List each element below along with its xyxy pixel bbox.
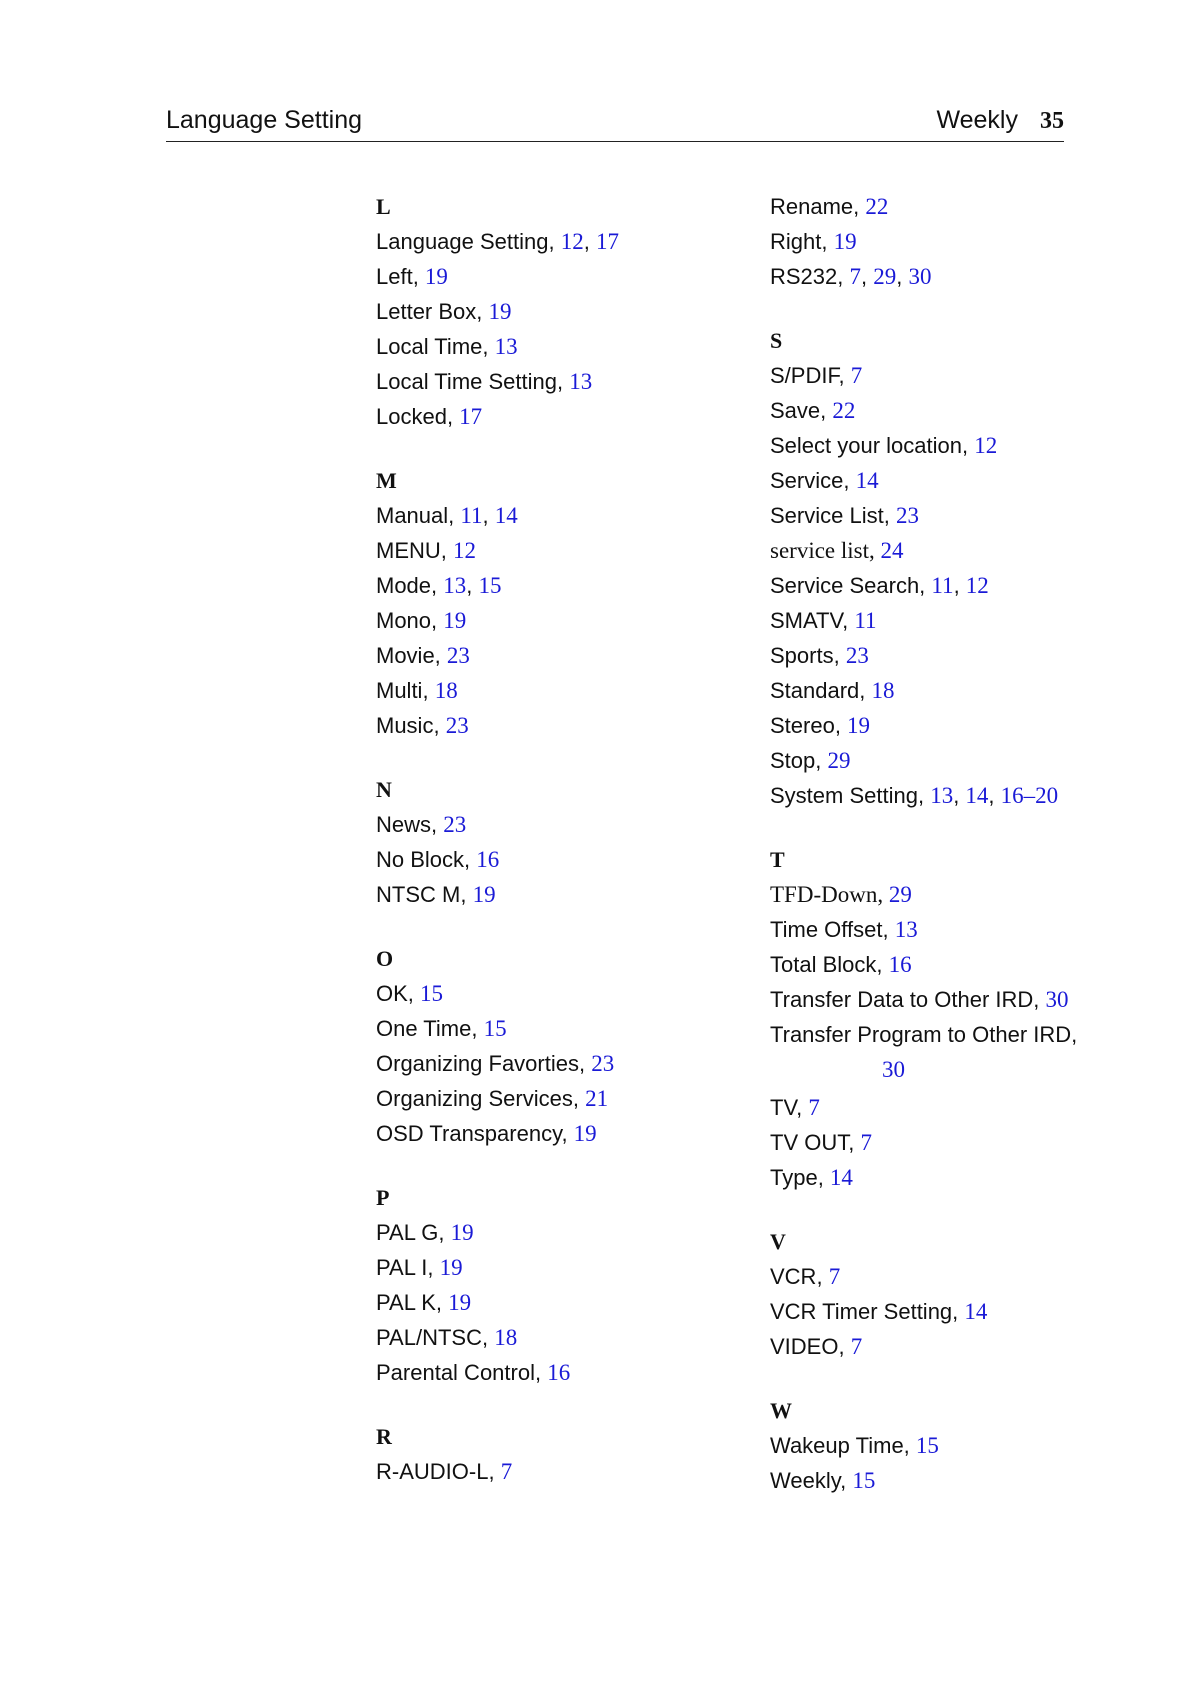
index-term: Letter Box, [376, 299, 489, 324]
index-entry [770, 947, 1100, 982]
index-entry [770, 912, 1100, 947]
index-term: Stereo, [770, 713, 848, 738]
page-link[interactable]: 30 [1045, 987, 1069, 1012]
index-group [376, 941, 716, 1151]
index-term: PAL G, [376, 1220, 451, 1245]
index-group [770, 1393, 1100, 1498]
index-term: Standard, [770, 678, 872, 703]
page-link[interactable]: 15 [852, 1468, 876, 1493]
index-entry [376, 294, 716, 329]
page-link[interactable]: 12 [560, 229, 584, 254]
index-entry [770, 1428, 1100, 1463]
index-letter-heading: V [770, 1229, 786, 1254]
page-link[interactable]: 29 [888, 882, 912, 907]
page-link[interactable]: 19 [450, 1220, 474, 1245]
index-entry [770, 1090, 1100, 1125]
page-link[interactable]: 19 [448, 1290, 472, 1315]
page-link[interactable]: 19 [847, 713, 871, 738]
page-link[interactable]: 15 [478, 573, 502, 598]
index-entry [376, 976, 716, 1011]
page-link[interactable]: 29 [827, 748, 851, 773]
index-entry [770, 1294, 1100, 1329]
index-entry [376, 1454, 716, 1489]
index-letter-heading: W [770, 1398, 792, 1423]
page-separator: , [953, 573, 966, 598]
page-link[interactable]: 11 [460, 503, 483, 528]
page-link[interactable]: 24 [880, 538, 904, 563]
index-term: Local Time Setting, [376, 369, 570, 394]
page-link[interactable]: 17 [459, 404, 483, 429]
page-link[interactable]: 14 [829, 1165, 853, 1190]
index-term: TV, [770, 1095, 809, 1120]
page-link[interactable]: 19 [443, 608, 467, 633]
index-entry [376, 568, 716, 603]
index-entry [770, 189, 1100, 224]
index-entry [376, 603, 716, 638]
page-link[interactable]: 7 [808, 1095, 820, 1120]
index-entry [770, 778, 1100, 813]
page-link[interactable]: 13 [494, 334, 518, 359]
index-term: Movie, [376, 643, 447, 668]
page-link[interactable]: 18 [871, 678, 895, 703]
page-link[interactable]: 21 [585, 1086, 609, 1111]
page-link[interactable]: 18 [494, 1325, 518, 1350]
page-link[interactable]: 7 [500, 1459, 513, 1484]
page-link[interactable]: 16 [547, 1360, 571, 1385]
index-entry [376, 1116, 716, 1151]
index-entry [770, 393, 1100, 428]
page-link[interactable]: 16 [476, 847, 500, 872]
index-entry [376, 1046, 716, 1081]
page-separator: , [861, 264, 874, 289]
page-link[interactable]: 19 [833, 229, 857, 254]
index-term: Save, [770, 398, 833, 423]
index-term: Rename, [770, 194, 866, 219]
page-link[interactable]: 15 [483, 1016, 507, 1041]
index-term: VCR Timer Setting, [770, 1299, 965, 1324]
index-letter-heading: T [770, 847, 785, 872]
index-entry [770, 743, 1100, 778]
index-term: Service, [770, 468, 856, 493]
page-link[interactable]: 12 [974, 433, 998, 458]
page-link[interactable]: 12 [965, 573, 989, 598]
page-link[interactable]: 7 [860, 1130, 872, 1155]
page-link[interactable]: 23 [445, 713, 469, 738]
index-entry [376, 673, 716, 708]
index-term: Select your location, [770, 433, 975, 458]
index-term: R-AUDIO-L, [376, 1459, 501, 1484]
page-link[interactable]: 23 [845, 643, 869, 668]
index-group [770, 842, 1100, 1195]
index-entry [770, 1017, 1100, 1052]
index-term: OK, [376, 981, 421, 1006]
page-link[interactable]: 15 [915, 1433, 939, 1458]
index-term: News, [376, 812, 444, 837]
index-entry [770, 603, 1100, 638]
index-term: Service Search, [770, 573, 932, 598]
index-term: System Setting, [770, 783, 931, 808]
index-entry [770, 224, 1100, 259]
index-entry [376, 807, 716, 842]
index-term: One Time, [376, 1016, 484, 1041]
index-group [770, 323, 1100, 813]
index-group [770, 189, 1100, 294]
index-entry [770, 1160, 1100, 1195]
page-link[interactable]: 11 [854, 608, 877, 633]
index-term: Mode, [376, 573, 444, 598]
index-entry [770, 259, 1100, 294]
page-separator: , [482, 503, 495, 528]
index-entry [770, 533, 1100, 568]
index-entry [376, 224, 716, 259]
index-entry [770, 358, 1100, 393]
index-entry [376, 1355, 716, 1390]
index-letter-heading: M [376, 468, 397, 493]
index-entry [376, 877, 716, 912]
index-letter-heading: S [770, 328, 783, 353]
index-entry [376, 498, 716, 533]
index-group [376, 189, 716, 434]
index-entry [376, 1215, 716, 1250]
index-term: NTSC M, [376, 882, 473, 907]
index-entry [770, 568, 1100, 603]
index-entry [770, 982, 1100, 1017]
index-term: Total Block, [770, 952, 889, 977]
index-term: Stop, [770, 748, 828, 773]
index-term: Organizing Services, [376, 1086, 586, 1111]
index-entry [376, 1250, 716, 1285]
index-group [376, 463, 716, 743]
index-term: Local Time, [376, 334, 495, 359]
page-link[interactable]: 14 [494, 503, 518, 528]
index-entry [770, 1463, 1100, 1498]
index-term: Right, [770, 229, 834, 254]
page-link[interactable]: 19 [488, 299, 512, 324]
index-letter-heading: O [376, 946, 394, 971]
index-entry [376, 708, 716, 743]
page-link[interactable]: 30 [882, 1057, 905, 1082]
page-link[interactable]: 19 [573, 1121, 597, 1146]
index-entry [376, 329, 716, 364]
header-right-mark: Weekly [936, 106, 1018, 134]
page-link[interactable]: 7 [828, 1264, 841, 1289]
index-entry [770, 1125, 1100, 1160]
index-entry [376, 1320, 716, 1355]
index-term: VIDEO, [770, 1334, 851, 1359]
index-term: Locked, [376, 404, 460, 429]
index-entry [770, 498, 1100, 533]
index-letter-heading: P [376, 1185, 390, 1210]
index-entry [376, 399, 716, 434]
page-link[interactable]: 18 [434, 678, 458, 703]
index-term: PAL K, [376, 1290, 449, 1315]
index-term: Organizing Favorties, [376, 1051, 592, 1076]
page-link[interactable]: 19 [424, 264, 448, 289]
page-link[interactable]: 23 [895, 503, 919, 528]
page-link[interactable]: 7 [850, 1334, 863, 1359]
index-entry [376, 533, 716, 568]
index-entry [770, 877, 1100, 912]
index-term: PAL/NTSC, [376, 1325, 495, 1350]
page-link[interactable]: 14 [964, 1299, 988, 1324]
page-link[interactable]: 7 [849, 264, 861, 289]
index-entry [376, 1081, 716, 1116]
index-term: Language Setting, [376, 229, 561, 254]
page-link[interactable]: 13 [569, 369, 593, 394]
header-left-mark: Language Setting [166, 106, 363, 134]
page-link[interactable]: 13 [894, 917, 918, 942]
page-link[interactable]: 14 [965, 783, 989, 808]
page-link[interactable]: 30 [908, 264, 932, 289]
index-term: Mono, [376, 608, 444, 633]
index-entry [770, 708, 1100, 743]
index-term: PAL I, [376, 1255, 440, 1280]
index-term: No Block, [376, 847, 477, 872]
index-entry [376, 1285, 716, 1320]
index-entry-continuation [770, 1052, 1100, 1090]
index-letter-heading: N [376, 777, 392, 802]
index-term: Transfer Program to Other IRD, [770, 1022, 1078, 1047]
index-term: Time Offset, [770, 917, 895, 942]
index-term: TFD-Down, [770, 882, 889, 907]
page-link[interactable]: 22 [832, 398, 856, 423]
index-entry [770, 673, 1100, 708]
page-link[interactable]: 15 [420, 981, 444, 1006]
index-group [376, 772, 716, 912]
index-letter-heading: L [376, 194, 391, 219]
index-entry [770, 1329, 1100, 1364]
page-link[interactable]: 23 [443, 812, 467, 837]
page-link[interactable]: 13 [930, 783, 954, 808]
page-link[interactable]: 12 [453, 538, 476, 563]
page-link[interactable]: 16–20 [1000, 783, 1059, 808]
index-entry [770, 463, 1100, 498]
index-entry [770, 638, 1100, 673]
index-term: Service List, [770, 503, 896, 528]
index-entry [376, 1011, 716, 1046]
index-term: Transfer Data to Other IRD, [770, 987, 1046, 1012]
page-link[interactable]: 16 [888, 952, 912, 977]
index-term: Left, [376, 264, 425, 289]
index-term: S/PDIF, [770, 363, 851, 388]
page-separator: , [466, 573, 479, 598]
index-entry [376, 364, 716, 399]
index-term: Multi, [376, 678, 435, 703]
index-entry [770, 428, 1100, 463]
header-right [936, 104, 1064, 137]
page-link[interactable]: 23 [446, 643, 470, 668]
page-separator: , [583, 229, 596, 254]
running-header [166, 104, 1064, 142]
index-term: OSD Transparency, [376, 1121, 574, 1146]
page-link[interactable]: 17 [595, 229, 619, 254]
index-letter-heading: R [376, 1424, 392, 1449]
page-separator: , [953, 783, 966, 808]
index-group [376, 1419, 716, 1489]
page-link[interactable]: 29 [873, 264, 897, 289]
index-term: VCR, [770, 1264, 829, 1289]
index-entry [376, 638, 716, 673]
page-separator: , [988, 783, 1001, 808]
index-entry [770, 1259, 1100, 1294]
index-term: RS232, [770, 264, 850, 289]
index-column-left [376, 189, 716, 1518]
index-group [770, 1224, 1100, 1364]
page-link[interactable]: 22 [865, 194, 889, 219]
index-term: Sports, [770, 643, 846, 668]
index-term: service list, [770, 538, 881, 563]
index-group [376, 1180, 716, 1390]
index-term: Type, [770, 1165, 830, 1190]
index-term: Weekly, [770, 1468, 853, 1493]
index-entry [376, 842, 716, 877]
index-term: Parental Control, [376, 1360, 548, 1385]
page-link[interactable]: 19 [439, 1255, 463, 1280]
index-term: SMATV, [770, 608, 855, 633]
page-link[interactable]: 19 [472, 882, 496, 907]
index-column-right [770, 189, 1100, 1527]
page-link[interactable]: 23 [591, 1051, 615, 1076]
index-entry [376, 259, 716, 294]
page-link[interactable]: 14 [855, 468, 879, 493]
page-separator: , [896, 264, 909, 289]
index-term: TV OUT, [770, 1130, 861, 1155]
page-link[interactable]: 11 [931, 573, 954, 598]
page-link[interactable]: 7 [850, 363, 863, 388]
page-link[interactable]: 13 [443, 573, 467, 598]
index-term: Music, [376, 713, 446, 738]
index-term: MENU, [376, 538, 453, 563]
index-term: Wakeup Time, [770, 1433, 916, 1458]
index-term: Manual, [376, 503, 461, 528]
page-number: 35 [1040, 108, 1064, 134]
